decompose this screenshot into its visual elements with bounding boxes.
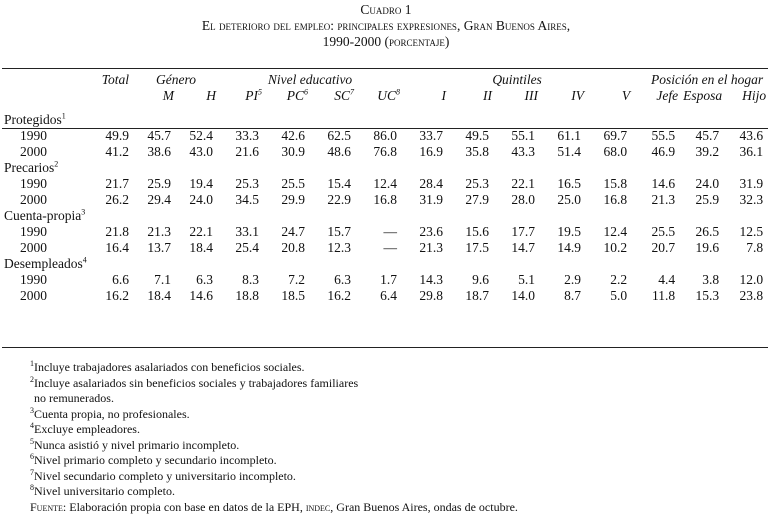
table-cell: 27.9 <box>465 192 490 207</box>
table-cell: 14.6 <box>651 176 676 191</box>
table-cell: 26.2 <box>105 192 129 207</box>
group-label: Cuenta-propia$^3$ <box>4 207 86 223</box>
table-cell: 12.4 <box>373 176 398 191</box>
table-cell: 12.5 <box>739 224 764 239</box>
table-cell: 17.5 <box>465 240 490 255</box>
table-cell: 45.7 <box>147 128 171 143</box>
table-cell: 29.9 <box>281 192 305 207</box>
caption-years: 1990-2000 <box>322 34 382 49</box>
table-cell: — <box>383 224 398 239</box>
header-nivel: Nivel educativo <box>267 72 353 87</box>
table-row <box>2 144 768 160</box>
table-cell: 12.3 <box>327 240 351 255</box>
row-year: 1990 <box>20 176 47 191</box>
sub-q3: III <box>524 88 539 103</box>
table-cell: 5.1 <box>518 272 536 287</box>
table-cell: 19.6 <box>695 240 720 255</box>
sub-q2: II <box>483 88 493 103</box>
sub-q1: I <box>441 88 447 103</box>
table-cell: 4.4 <box>658 272 676 287</box>
header-posicion: Posición en el hogar <box>650 72 764 87</box>
sub-esposa: Esposa <box>683 88 723 103</box>
table-cell: 20.7 <box>651 240 676 255</box>
sub-jefe: Jefe <box>656 88 679 103</box>
table-cell: 55.5 <box>651 128 676 143</box>
table-cell: 29.8 <box>419 288 444 303</box>
table-cell: 15.4 <box>327 176 351 191</box>
table-cell: 33.1 <box>235 224 259 239</box>
table-cell: 6.3 <box>334 272 351 287</box>
table-cell: 69.7 <box>603 128 628 143</box>
footnote: $^4$Excluye empleadores. <box>30 421 140 436</box>
group-row <box>2 160 768 176</box>
sub-h: H <box>206 88 216 103</box>
table-cell: 16.2 <box>105 288 129 303</box>
table-cell: 21.8 <box>105 224 129 239</box>
footnote: no remunerados. <box>34 391 114 405</box>
row-year: 2000 <box>20 288 47 303</box>
table-cell: 15.3 <box>695 288 720 303</box>
table-cell: 38.6 <box>147 144 171 159</box>
sub-pc: $PC^6$ <box>286 87 308 103</box>
sub-blank <box>2 88 98 104</box>
table-cell: 25.9 <box>695 192 720 207</box>
sub-sc: $SC^7$ <box>334 87 354 103</box>
sub-q4: IV <box>571 88 585 103</box>
table-cell: 52.4 <box>189 128 213 143</box>
table-cell: 21.3 <box>419 240 444 255</box>
table-cell: 7.2 <box>288 272 305 287</box>
table-cell: 22.1 <box>189 224 213 239</box>
table-cell: 18.7 <box>465 288 490 303</box>
table-cell: 15.7 <box>327 224 351 239</box>
table-cell: 14.0 <box>511 288 536 303</box>
table-cell: 18.4 <box>147 288 171 303</box>
footnotes <box>30 360 518 515</box>
row-year: 1990 <box>20 272 47 287</box>
table-cell: 22.9 <box>327 192 351 207</box>
table-cell: 25.4 <box>235 240 259 255</box>
row-year: 1990 <box>20 224 47 239</box>
table-cell: 20.8 <box>281 240 305 255</box>
table-row <box>2 192 768 208</box>
sub-hijo: Hijo <box>742 88 767 103</box>
sub-q5: V <box>621 88 631 103</box>
table-cell: 23.6 <box>419 224 444 239</box>
footnote: $^5$Nunca asistió y nivel primario incompleto. <box>30 436 240 452</box>
table-cell: 12.0 <box>739 272 764 287</box>
table-cell: 25.3 <box>235 176 259 191</box>
header-genero: Género <box>156 72 196 87</box>
table-cell: 33.3 <box>235 128 259 143</box>
footnote: $^6$Nivel primario completo y secundario incompleto. <box>30 452 277 467</box>
sub-m: M <box>162 88 174 103</box>
table-cell: 21.3 <box>651 192 676 207</box>
sub-pi: $PI^5$ <box>245 87 262 103</box>
table-cell: 43.0 <box>189 144 213 159</box>
table-cell: 9.6 <box>472 272 490 287</box>
table-cell: 16.9 <box>419 144 444 159</box>
table-cell: 1.7 <box>380 272 398 287</box>
table-cell: 2.9 <box>564 272 582 287</box>
table-cell: 16.2 <box>327 288 351 303</box>
table-cell: 41.2 <box>105 144 129 159</box>
table-cell: 31.9 <box>739 176 764 191</box>
table-cell: 21.3 <box>147 224 171 239</box>
table-row <box>2 224 768 240</box>
footnote-list <box>30 360 518 500</box>
caption-title: El deterioro del empleo: principales expresiones, Gran Buenos Aires, <box>201 18 571 33</box>
group-label: Precarios$^2$ <box>4 159 59 175</box>
top-rule <box>2 68 768 69</box>
table-row <box>2 128 768 144</box>
table-cell: 17.7 <box>511 224 536 239</box>
table-cell: 16.8 <box>603 192 628 207</box>
table-cell: 25.3 <box>465 176 490 191</box>
footnote: $^1$Incluye trabajadores asalariados con beneficios sociales. <box>30 359 305 374</box>
source-label: Fuente: <box>30 499 67 514</box>
table-row <box>2 176 768 192</box>
group-row <box>2 256 768 272</box>
table-cell: 30.9 <box>281 144 305 159</box>
table-cell: 15.8 <box>603 176 628 191</box>
table-cell: 55.1 <box>511 128 536 143</box>
source-note <box>30 500 518 516</box>
table-cell: 42.6 <box>281 128 305 143</box>
row-year: 2000 <box>20 144 47 159</box>
table-cell: 32.3 <box>739 192 764 207</box>
table-cell: 12.4 <box>603 224 628 239</box>
table-cell: 6.3 <box>196 272 213 287</box>
row-year: 2000 <box>20 192 47 207</box>
bottom-rule <box>2 347 768 348</box>
table-cell: 8.3 <box>242 272 259 287</box>
table-cell: 8.7 <box>564 288 582 303</box>
table-cell: 49.9 <box>105 128 129 143</box>
group-row <box>2 208 768 224</box>
table-cell: 11.8 <box>651 288 676 303</box>
row-year: 2000 <box>20 240 47 255</box>
table-cell: 35.8 <box>465 144 490 159</box>
table-cell: 25.0 <box>557 192 582 207</box>
employment-table <box>2 72 768 304</box>
caption-unit: (porcentaje) <box>384 34 450 49</box>
table-cell: 22.1 <box>511 176 536 191</box>
table-cell: 25.5 <box>281 176 305 191</box>
group-row <box>2 104 768 128</box>
table-cell: 21.6 <box>235 144 259 159</box>
table-cell: 19.4 <box>189 176 213 191</box>
source-indec: indec <box>305 499 331 514</box>
table-cell: 76.8 <box>373 144 398 159</box>
table-cell: 14.7 <box>511 240 536 255</box>
table-cell: 3.8 <box>702 272 720 287</box>
table-cell: 16.8 <box>373 192 398 207</box>
table-cell: 13.7 <box>147 240 171 255</box>
table-cell: 6.4 <box>380 288 398 303</box>
footnote: $^8$Nivel universitario completo. <box>30 483 175 498</box>
table-cell: 28.4 <box>419 176 444 191</box>
group-label: Desempleados$^4$ <box>4 255 87 271</box>
footnote: $^3$Cuenta propia, no profesionales. <box>30 405 190 421</box>
table-cell: 2.2 <box>610 272 628 287</box>
table-cell: 34.5 <box>235 192 259 207</box>
header-blank <box>2 72 98 88</box>
sub-uc: $UC^8$ <box>377 87 401 103</box>
header-rule <box>2 128 768 129</box>
table-cell: 39.2 <box>695 144 720 159</box>
sub-blank-total <box>98 88 134 104</box>
header-sub-row <box>2 88 768 104</box>
table-cell: 6.6 <box>112 272 129 287</box>
table-cell: 10.2 <box>603 240 628 255</box>
table-cell: 86.0 <box>373 128 398 143</box>
table-cell: 18.8 <box>235 288 259 303</box>
source-text-b: , Gran Buenos Aires, ondas de octubre. <box>330 499 518 514</box>
table-cell: 25.5 <box>651 224 676 239</box>
header-total: Total <box>101 72 129 87</box>
table-cell: 18.5 <box>281 288 305 303</box>
table-cell: 68.0 <box>603 144 628 159</box>
table-cell: 43.6 <box>739 128 764 143</box>
header-quintiles: Quintiles <box>492 72 542 87</box>
table-cell: 31.9 <box>419 192 444 207</box>
table-cell: 45.7 <box>695 128 720 143</box>
table-cell: 43.3 <box>511 144 536 159</box>
table-cell: — <box>383 240 398 255</box>
table-cell: 15.6 <box>465 224 490 239</box>
table-row <box>2 240 768 256</box>
table-caption <box>0 2 772 50</box>
table-cell: 28.0 <box>511 192 536 207</box>
table-cell: 46.9 <box>651 144 676 159</box>
group-label: Protegidos$^1$ <box>4 111 66 127</box>
table-cell: 36.1 <box>739 144 764 159</box>
table-cell: 7.8 <box>746 240 764 255</box>
row-year: 1990 <box>20 128 47 143</box>
table-cell: 21.7 <box>105 176 129 191</box>
table-cell: 18.4 <box>189 240 213 255</box>
table-cell: 24.0 <box>695 176 720 191</box>
caption-years-unit <box>0 34 772 50</box>
table-cell: 19.5 <box>557 224 582 239</box>
table-cell: 49.5 <box>465 128 490 143</box>
table-cell: 24.7 <box>281 224 305 239</box>
footnote: $^7$Nivel secundario completo y universitario incompleto. <box>30 467 296 483</box>
table-cell: 16.5 <box>557 176 582 191</box>
footnote: $^2$Incluye asalariados sin beneficios sociales y trabajadores familiares <box>30 374 359 390</box>
table-cell: 33.7 <box>419 128 444 143</box>
table-cell: 51.4 <box>557 144 582 159</box>
caption-label: Cuadro 1 <box>360 2 412 17</box>
table-cell: 16.4 <box>105 240 129 255</box>
table-cell: 23.8 <box>739 288 764 303</box>
header-group-row <box>2 72 768 88</box>
table-cell: 61.1 <box>557 128 582 143</box>
table-cell: 26.5 <box>695 224 720 239</box>
table-cell: 62.5 <box>327 128 351 143</box>
table-row <box>2 272 768 288</box>
table-cell: 29.4 <box>147 192 171 207</box>
table-cell: 14.3 <box>419 272 444 287</box>
table-cell: 14.9 <box>557 240 582 255</box>
table-row <box>2 288 768 304</box>
table-cell: 25.9 <box>147 176 171 191</box>
table-cell: 7.1 <box>154 272 171 287</box>
table-cell: 48.6 <box>327 144 351 159</box>
table-cell: 14.6 <box>189 288 213 303</box>
table-cell: 24.0 <box>189 192 213 207</box>
source-text-a: Elaboración propia con base en datos de la EPH, <box>69 499 303 514</box>
table-cell: 5.0 <box>610 288 628 303</box>
